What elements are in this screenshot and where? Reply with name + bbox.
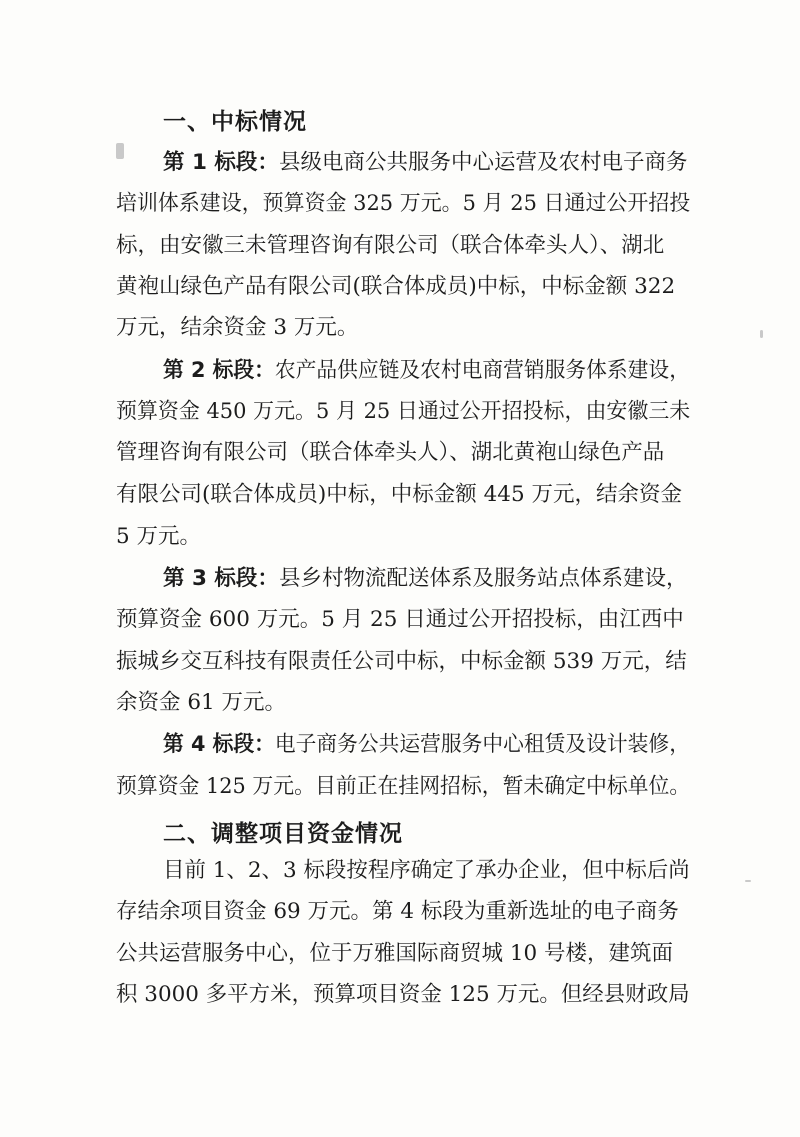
lot-4-first-line [163, 731, 690, 759]
section-heading-2: 二、调整项目资金情况 [163, 821, 403, 847]
lot-3-label: 第 3 标段： [163, 566, 279, 591]
lot-4-text: 电子商务公共运营服务中心租赁及设计装修， [274, 732, 690, 757]
scan-dust [745, 880, 751, 882]
lot-1-line: 万元，结余资金 3 万元。 [116, 315, 359, 340]
lot-4-label: 第 4 标段： [163, 732, 275, 757]
section-2-line: 存结余项目资金 69 万元。第 4 标段为重新选址的电子商务 [116, 899, 679, 924]
lot-4-line: 预算资金 125 万元。目前正在挂网招标，暂未确定中标单位。 [116, 774, 691, 799]
lot-3-line: 振城乡交互科技有限责任公司中标，中标金额 539 万元，结 [116, 649, 687, 674]
lot-3-line: 预算资金 600 万元。5 月 25 日通过公开招投标，由江西中 [116, 607, 684, 632]
section-2-line: 目前 1、2、3 标段按程序确定了承办企业，但中标后尚 [163, 858, 690, 883]
lot-1-first-line [163, 149, 687, 177]
lot-1-text: 县级电商公共服务中心运营及农村电子商务 [278, 150, 688, 175]
lot-3-text: 县乡村物流配送体系及服务站点体系建设， [278, 566, 688, 591]
lot-2-line: 管理咨询有限公司（联合体牵头人）、湖北黄袍山绿色产品 [116, 440, 665, 465]
lot-3-first-line [163, 565, 687, 593]
lot-1-line: 培训体系建设，预算资金 325 万元。5 月 25 日通过公开招投 [116, 191, 691, 216]
lot-2-label: 第 2 标段： [163, 358, 275, 383]
lot-2-line: 5 万元。 [116, 524, 202, 549]
scan-smudge [116, 143, 124, 159]
lot-2-line: 有限公司(联合体成员)中标，中标金额 445 万元，结余资金 [116, 482, 682, 507]
lot-2-line: 预算资金 450 万元。5 月 25 日通过公开招投标，由安徽三未 [116, 399, 691, 424]
lot-1-label: 第 1 标段： [163, 150, 279, 175]
scan-dust [760, 330, 763, 338]
lot-1-line: 黄袍山绿色产品有限公司(联合体成员)中标，中标金额 322 [116, 274, 676, 299]
section-2-line: 积 3000 多平方米，预算项目资金 125 万元。但经县财政局 [116, 982, 690, 1007]
section-heading-1: 一、中标情况 [163, 109, 307, 135]
section-2-line: 公共运营服务中心，位于万雅国际商贸城 10 号楼，建筑面 [116, 941, 674, 966]
lot-1-line: 标，由安徽三未管理咨询有限公司（联合体牵头人）、湖北 [116, 233, 665, 258]
lot-2-text: 农产品供应链及农村电商营销服务体系建设， [274, 358, 690, 383]
lot-2-first-line [163, 357, 690, 385]
lot-3-line: 余资金 61 万元。 [116, 690, 287, 715]
